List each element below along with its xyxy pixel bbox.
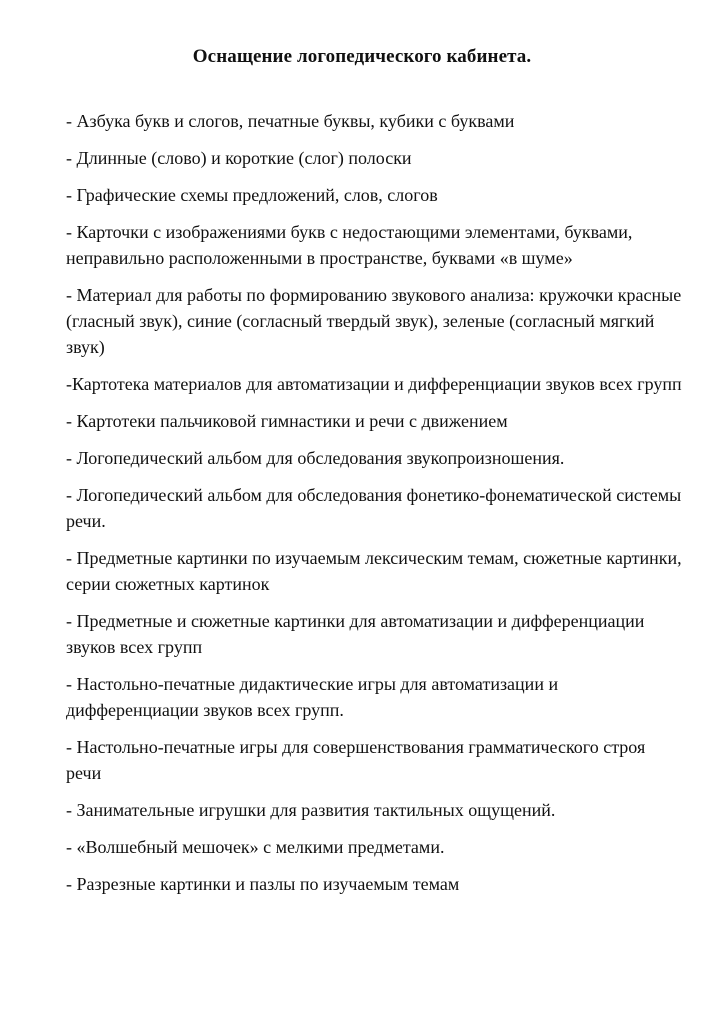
list-item: -Картотека материалов для автоматизации и дифференциации звуков всех групп xyxy=(66,374,682,394)
list-item: - Азбука букв и слогов, печатные буквы, кубики с буквами xyxy=(66,111,515,131)
list-item: - Разрезные картинки и пазлы по изучаемым темам xyxy=(66,874,460,894)
list-item: - Карточки с изображениями букв с недостающими элементами, буквами, неправильно расположенными в пространстве, буквами «в шуме» xyxy=(66,222,633,268)
list-item: - Графические схемы предложений, слов, слогов xyxy=(66,185,438,205)
list-item: - Предметные и сюжетные картинки для автоматизации и дифференциации звуков всех групп xyxy=(66,611,645,657)
list-item: - Картотеки пальчиковой гимнастики и речи с движением xyxy=(66,411,508,431)
list-item: - Логопедический альбом для обследования фонетико-фонематической системы речи. xyxy=(66,485,682,531)
list-item: - Длинные (слово) и короткие (слог) полоски xyxy=(66,148,412,168)
list-item: - Настольно-печатные дидактические игры для автоматизации и дифференциации звуков всех групп. xyxy=(66,674,559,720)
list-item: - Занимательные игрушки для развития тактильных ощущений. xyxy=(66,800,556,820)
list-item: - Материал для работы по формированию звукового анализа: кружочки красные (гласный звук), синие (согласный твердый звук), зеленые (согласный мягкий звук) xyxy=(66,285,682,357)
equipment-list xyxy=(66,108,682,908)
document-title: Оснащение логопедического кабинета. xyxy=(192,46,532,67)
list-item: - Настольно-печатные игры для совершенствования грамматического строя речи xyxy=(66,737,646,783)
list-item: - Логопедический альбом для обследования звукопроизношения. xyxy=(66,448,565,468)
list-item: - «Волшебный мешочек» с мелкими предметами. xyxy=(66,837,445,857)
list-item: - Предметные картинки по изучаемым лексическим темам, сюжетные картинки, серии сюжетных картинок xyxy=(66,548,682,594)
